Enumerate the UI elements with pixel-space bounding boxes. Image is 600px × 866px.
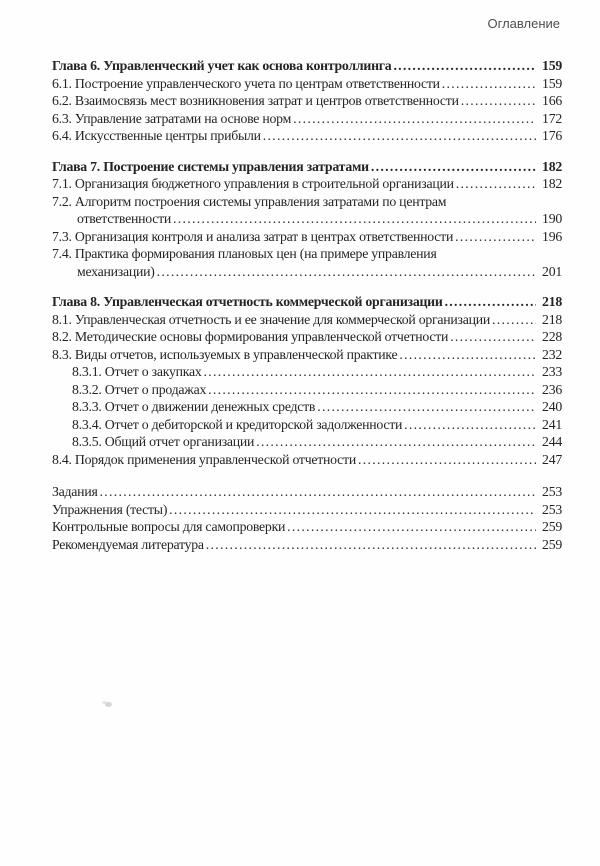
dot-leader [442, 75, 536, 93]
toc-entry-continuation-label: ответственности [77, 211, 172, 226]
toc-back-entry [52, 536, 562, 554]
toc-entry [52, 451, 562, 469]
toc-entry [52, 346, 562, 364]
toc-entry-continuation-page-number: 201 [542, 263, 562, 279]
toc-list [0, 57, 600, 553]
toc-entry-label: 6.2. Взаимосвязь мест возникновения затрат и центров ответственности [52, 93, 459, 108]
toc-entry-continuation-label: механизации) [77, 263, 155, 279]
toc-back-entry-page-number: 253 [542, 501, 562, 517]
toc-entry-page-number: 233 [542, 364, 562, 379]
toc-entry [52, 75, 562, 93]
toc-entry-label: 7.4. Практика формирования плановых цен (на примере управления [52, 246, 437, 261]
toc-entry [52, 398, 562, 416]
dot-leader [287, 518, 536, 536]
toc-section [52, 293, 562, 468]
toc-entry-page-number: 240 [542, 399, 562, 414]
toc-chapter-heading-label: Глава 7. Построение системы управления затратами [52, 158, 369, 174]
toc-entry [52, 110, 562, 128]
dot-leader [445, 293, 536, 311]
toc-back-entry-label: Задания [52, 484, 98, 499]
toc-entry-label: 6.3. Управление затратами на основе норм [52, 110, 292, 126]
dot-leader [371, 158, 536, 176]
toc-entry [52, 193, 562, 211]
dot-leader [358, 451, 536, 469]
toc-back-entry-page-number: 259 [542, 536, 562, 552]
toc-entry-continuation-page-number: 190 [542, 211, 562, 226]
toc-section [52, 158, 562, 281]
toc-entry [52, 433, 562, 451]
toc-entry [52, 311, 562, 329]
dot-leader [256, 433, 536, 451]
toc-back-entry-label: Контрольные вопросы для самопроверки [52, 519, 286, 534]
dot-leader [456, 175, 536, 193]
toc-entry-label: 8.3.3. Отчет о движении денежных средств [72, 399, 316, 414]
toc-entry-page-number: 236 [542, 381, 562, 397]
toc-entry-page-number: 159 [542, 75, 562, 91]
dot-leader [393, 57, 536, 75]
toc-entry-label: 8.3.2. Отчет о продажах [72, 381, 207, 397]
toc-entry [52, 328, 562, 346]
toc-entry-label: 6.4. Искусственные центры прибыли [52, 128, 261, 143]
scan-speck [105, 702, 112, 707]
toc-entry-continuation [52, 210, 562, 228]
toc-chapter-heading-page-number: 182 [542, 158, 562, 174]
dot-leader [455, 228, 536, 246]
toc-entry-label: 8.1. Управленческая отчетность и ее значение для коммерческой организации [52, 311, 491, 327]
dot-leader [206, 536, 536, 554]
toc-back-entry [52, 501, 562, 519]
toc-chapter-heading-label: Глава 6. Управленческий учет как основа контроллинга [52, 58, 392, 73]
toc-entry [52, 416, 562, 434]
toc-back-entry [52, 518, 562, 536]
toc-back-entry-label: Упражнения (тесты) [52, 501, 168, 517]
toc-entry [52, 127, 562, 145]
dot-leader [404, 416, 536, 434]
dot-leader [100, 483, 536, 501]
toc-entry-page-number: 166 [542, 93, 562, 108]
toc-entry-label: 8.4. Порядок применения управленческой отчетности [52, 451, 356, 467]
toc-entry [52, 228, 562, 246]
toc-back-matter [52, 483, 562, 553]
dot-leader [204, 363, 536, 381]
dot-leader [450, 328, 536, 346]
toc-entry [52, 245, 562, 263]
dot-leader [399, 346, 536, 364]
toc-entry-page-number: 228 [542, 329, 562, 344]
toc-entry-label: 7.3. Организация контроля и анализа затрат в центрах ответственности [52, 228, 454, 244]
dot-leader [492, 311, 536, 329]
toc-entry-page-number: 182 [542, 176, 562, 191]
running-header: Оглавление [487, 16, 560, 31]
toc-chapter-heading [52, 158, 562, 176]
toc-entry-label: 7.1. Организация бюджетного управления в строительной организации [52, 176, 454, 191]
dot-leader [157, 263, 536, 281]
dot-leader [169, 501, 536, 519]
dot-leader [461, 92, 536, 110]
toc-entry-page-number: 172 [542, 110, 562, 126]
toc-entry-label: 8.3.5. Общий отчет организации [72, 434, 255, 449]
toc-entry [52, 92, 562, 110]
toc-chapter-heading-page-number: 218 [542, 294, 562, 309]
dot-leader [208, 381, 536, 399]
toc-entry-page-number: 218 [542, 311, 562, 327]
dot-leader [263, 127, 536, 145]
toc-chapter-heading [52, 57, 562, 75]
dot-leader [173, 210, 536, 228]
toc-chapter-heading [52, 293, 562, 311]
toc-entry-label: 6.1. Построение управленческого учета по центрам ответственности [52, 75, 440, 91]
toc-entry-page-number: 196 [542, 228, 562, 244]
toc-entry-page-number: 244 [542, 434, 562, 449]
dot-leader [317, 398, 536, 416]
toc-back-entry-label: Рекомендуемая литература [52, 536, 204, 552]
toc-entry-label: 8.2. Методические основы формирования управленческой отчетности [52, 329, 449, 344]
toc-entry-page-number: 247 [542, 451, 562, 467]
toc-entry-label: 8.3.1. Отчет о закупках [72, 364, 202, 379]
toc-chapter-heading-label: Глава 8. Управленческая отчетность коммерческой организации [52, 294, 443, 309]
toc-entry-page-number: 232 [542, 346, 562, 362]
toc-entry-page-number: 176 [542, 128, 562, 143]
toc-entry-label: 8.3.4. Отчет о дебиторской и кредиторской задолженности [72, 416, 403, 432]
toc-entry-page-number: 241 [542, 416, 562, 432]
toc-back-entry [52, 483, 562, 501]
dot-leader [293, 110, 536, 128]
toc-back-entry-page-number: 253 [542, 484, 562, 499]
toc-entry-continuation [52, 263, 562, 281]
toc-entry [52, 363, 562, 381]
toc-section [52, 57, 562, 145]
toc-entry-label: 7.2. Алгоритм построения системы управления затратами по центрам [52, 193, 447, 209]
toc-entry [52, 381, 562, 399]
toc-entry [52, 175, 562, 193]
toc-entry-label: 8.3. Виды отчетов, используемых в управленческой практике [52, 346, 398, 362]
toc-back-entry-page-number: 259 [542, 519, 562, 534]
toc-chapter-heading-page-number: 159 [542, 58, 562, 73]
